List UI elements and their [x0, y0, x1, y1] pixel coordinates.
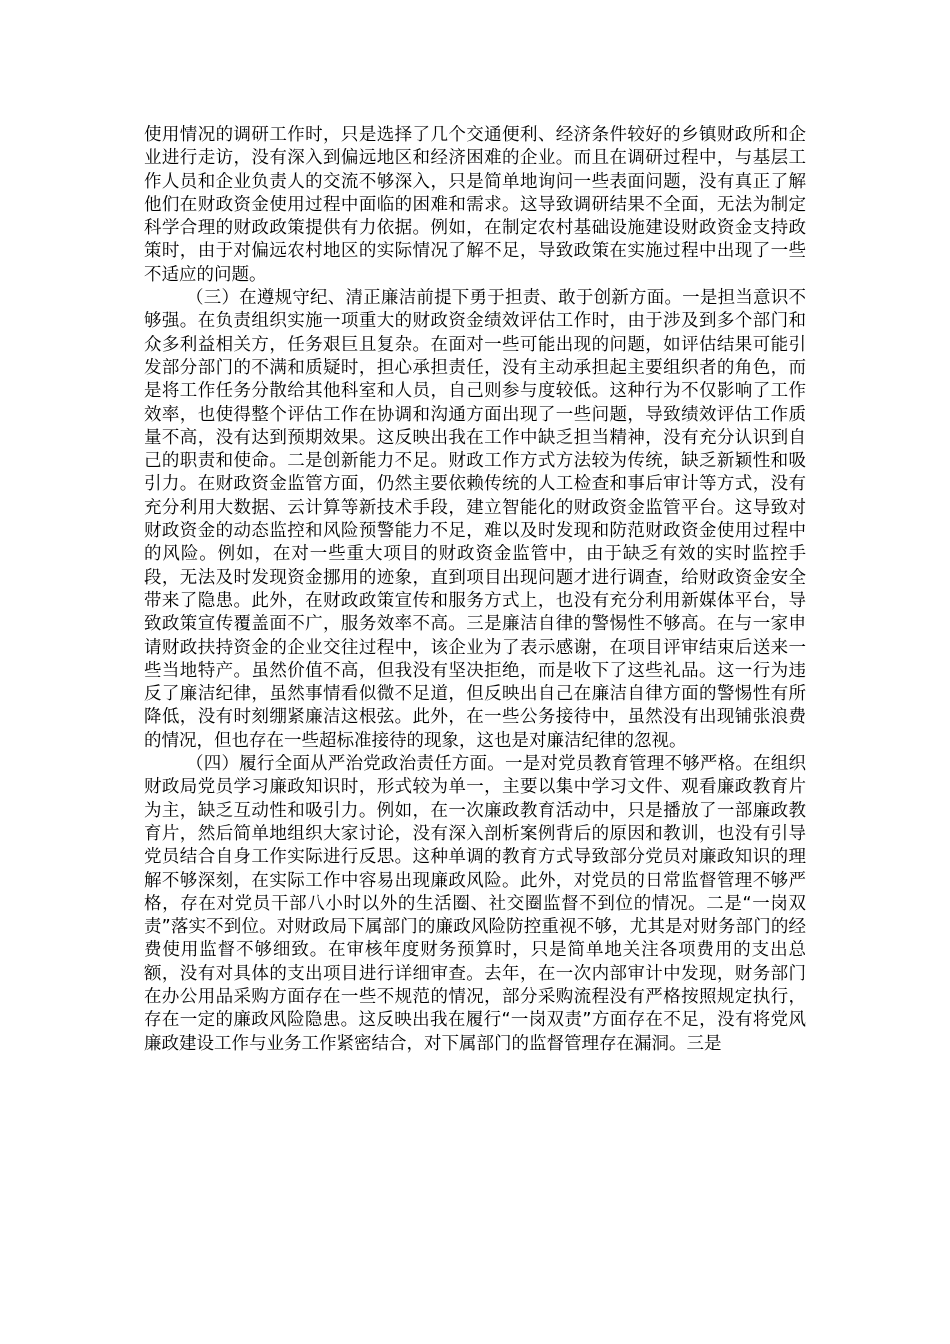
document-body [144, 124, 806, 1056]
paragraph-section-three: （三）在遵规守纪、清正廉洁前提下勇于担责、敢于创新方面。一是担当意识不够强。在负责组织实施一项重大的财政资金绩效评估工作时，由于涉及到多个部门和众多利益相关方，任务艰巨且复杂。在面对一些可能出现的问题，如评估结果可能引发部分部门的不满和质疑时，担心承担责任，没有主动承担起主要组织者的角色，而是将工作任务分散给其他科室和人员，自己则参与度较低。这种行为不仅影响了工作效率，也使得整个评估工作在协调和沟通方面出现了一些问题，导致绩效评估工作质量不高，没有达到预期效果。这反映出我在工作中缺乏担当精神，没有充分认识到自己的职责和使命。二是创新能力不足。财政工作方式方法较为传统，缺乏新颖性和吸引力。在财政资金监管方面，仍然主要依赖传统的人工检查和事后审计等方式，没有充分利用大数据、云计算等新技术手段，建立智能化的财政资金监管平台。这导致对财政资金的动态监控和风险预警能力不足，难以及时发现和防范财政资金使用过程中的风险。例如，在对一些重大项目的财政资金监管中，由于缺乏有效的实时监控手段，无法及时发现资金挪用的迹象，直到项目出现问题才进行调查，给财政资金安全带来了隐患。此外，在财政政策宣传和服务方式上，也没有充分利用新媒体平台，导致政策宣传覆盖面不广，服务效率不高。三是廉洁自律的警惕性不够高。在与一家申请财政扶持资金的企业交往过程中，该企业为了表示感谢，在项目评审结束后送来一些当地特产。虽然价值不高，但我没有坚决拒绝，而是收下了这些礼品。这一行为违反了廉洁纪律，虽然事情看似微不足道，但反映出自己在廉洁自律方面的警惕性有所降低，没有时刻绷紧廉洁这根弦。此外，在一些公务接待中，虽然没有出现铺张浪费的情况，但也存在一些超标准接待的现象，这也是对廉洁纪律的忽视。 [144, 288, 806, 751]
paragraph-continuation: 使用情况的调研工作时，只是选择了几个交通便利、经济条件较好的乡镇财政所和企业进行走访，没有深入到偏远地区和经济困难的企业。而且在调研过程中，与基层工作人员和企业负责人的交流不够深入，只是简单地询问一些表面问题，没有真正了解他们在财政资金使用过程中面临的困难和需求。这导致调研结果不全面，无法为制定科学合理的财政政策提供有力依据。例如，在制定农村基础设施建设财政资金支持政策时，由于对偏远农村地区的实际情况了解不足，导致政策在实施过程中出现了一些不适应的问题。 [144, 125, 806, 285]
paragraph-section-four: （四）履行全面从严治党政治责任方面。一是对党员教育管理不够严格。在组织财政局党员学习廉政知识时，形式较为单一，主要以集中学习文件、观看廉政教育片为主，缺乏互动性和吸引力。例如，在一次廉政教育活动中，只是播放了一部廉政教育片，然后简单地组织大家讨论，没有深入剖析案例背后的原因和教训，也没有引导党员结合自身工作实际进行反思。这种单调的教育方式导致部分党员对廉政知识的理解不够深刻，在实际工作中容易出现廉政风险。此外，对党员的日常监督管理不够严格，存在对党员干部八小时以外的生活圈、社交圈监督不到位的情况。二是“一岗双责”落实不到位。对财政局下属部门的廉政风险防控重视不够，尤其是对财务部门的经费使用监督不够细致。在审核年度财务预算时，只是简单地关注各项费用的支出总额，没有对具体的支出项目进行详细审查。去年，在一次内部审计中发现，财务部门在办公用品采购方面存在一些不规范的情况，部分采购流程没有严格按照规定执行，存在一定的廉政风险隐患。这反映出我在履行“一岗双责”方面存在不足，没有将党风廉政建设工作与业务工作紧密结合，对下属部门的监督管理存在漏洞。三是 [144, 754, 806, 1054]
